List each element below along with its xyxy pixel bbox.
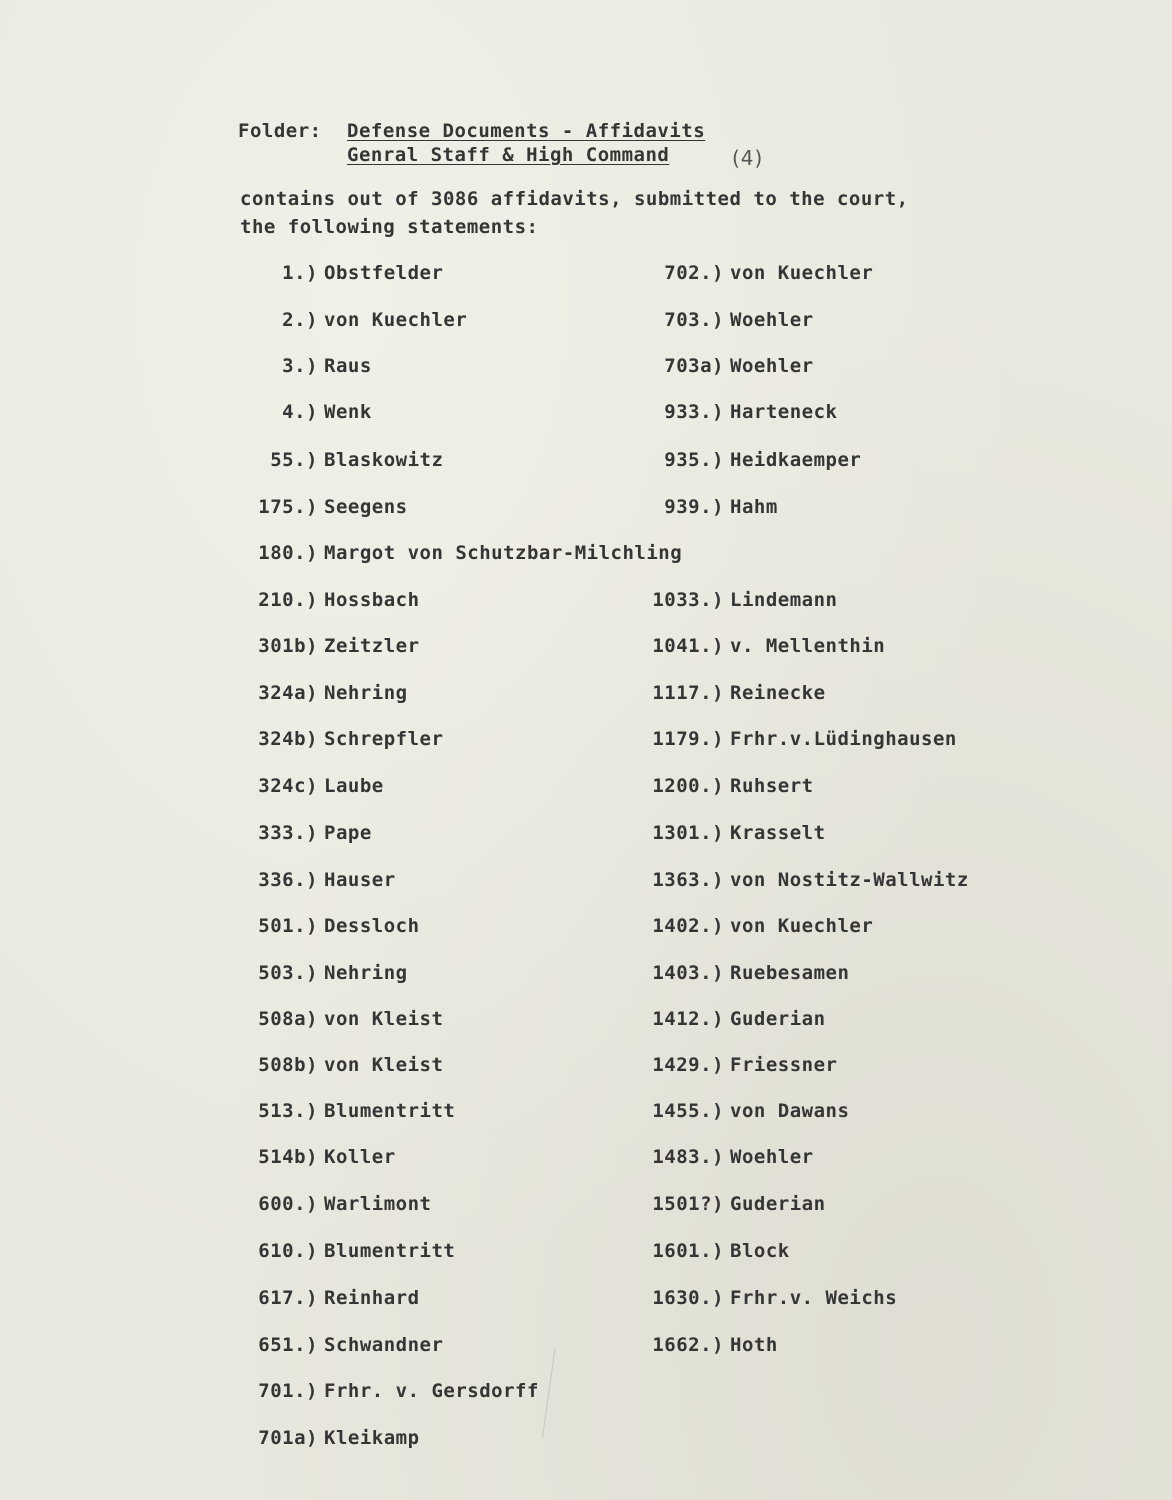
- affidavit-number: 2.): [282, 309, 318, 331]
- affidavit-number: 175.): [258, 496, 318, 518]
- affiant-name: Obstfelder: [324, 262, 444, 284]
- affidavit-number: 503.): [258, 962, 318, 984]
- affiant-name: von Kuechler: [730, 262, 874, 284]
- affiant-name: Woehler: [730, 355, 814, 377]
- affidavit-number: 336.): [258, 869, 318, 891]
- folder-label: Folder:: [238, 120, 322, 142]
- affidavit-number: 600.): [258, 1193, 318, 1215]
- affidavit-number: 180.): [258, 542, 318, 564]
- affiant-name: Hoth: [730, 1334, 778, 1356]
- affiant-name: Koller: [324, 1146, 396, 1168]
- affidavit-number: 513.): [258, 1100, 318, 1122]
- affiant-name: Seegens: [324, 496, 408, 518]
- affiant-name: Zeitzler: [324, 635, 420, 657]
- affidavit-number: 1630.): [652, 1287, 724, 1309]
- affiant-name: Guderian: [730, 1008, 826, 1030]
- folder-title-line-1: Defense Documents - Affidavits: [347, 120, 706, 142]
- affiant-name: Blumentritt: [324, 1240, 456, 1262]
- affidavit-number: 1501?): [652, 1193, 724, 1215]
- affiant-name: Nehring: [324, 962, 408, 984]
- affiant-name: Heidkaemper: [730, 449, 862, 471]
- affidavit-number: 508b): [258, 1054, 318, 1076]
- affiant-name: v. Mellenthin: [730, 635, 886, 657]
- affiant-name: Blaskowitz: [324, 449, 444, 471]
- affidavit-number: 210.): [258, 589, 318, 611]
- affiant-name: Frhr. v. Gersdorff: [324, 1380, 539, 1402]
- affidavit-number: 1033.): [652, 589, 724, 611]
- affidavit-number: 935.): [664, 449, 724, 471]
- affidavit-number: 1412.): [652, 1008, 724, 1030]
- affidavit-number: 1455.): [652, 1100, 724, 1122]
- affidavit-number: 651.): [258, 1334, 318, 1356]
- affiant-name: Laube: [324, 775, 384, 797]
- affiant-name: Wenk: [324, 401, 372, 423]
- affidavit-number: 508a): [258, 1008, 318, 1030]
- affiant-name: Reinhard: [324, 1287, 420, 1309]
- affiant-name: von Dawans: [730, 1100, 850, 1122]
- affiant-name: von Kleist: [324, 1008, 444, 1030]
- affidavit-number: 1483.): [652, 1146, 724, 1168]
- intro-line-2: the following statements:: [240, 216, 539, 238]
- affiant-name: von Kuechler: [730, 915, 874, 937]
- affidavit-number: 703.): [664, 309, 724, 331]
- affidavit-number: 1301.): [652, 822, 724, 844]
- affiant-name: Schwandner: [324, 1334, 444, 1356]
- affiant-name: von Kuechler: [324, 309, 468, 331]
- affidavit-number: 501.): [258, 915, 318, 937]
- affiant-name: Blumentritt: [324, 1100, 456, 1122]
- affidavit-number: 1200.): [652, 775, 724, 797]
- affiant-name: von Kleist: [324, 1054, 444, 1076]
- affidavit-number: 514b): [258, 1146, 318, 1168]
- affiant-name: Woehler: [730, 1146, 814, 1168]
- affiant-name: Hahm: [730, 496, 778, 518]
- affiant-name: Frhr.v.Lüdinghausen: [730, 728, 957, 750]
- affidavit-number: 324a): [258, 682, 318, 704]
- affidavit-number: 610.): [258, 1240, 318, 1262]
- affidavit-number: 617.): [258, 1287, 318, 1309]
- affidavit-number: 1.): [282, 262, 318, 284]
- affidavit-number: 703a): [664, 355, 724, 377]
- affidavit-number: 324b): [258, 728, 318, 750]
- affiant-name: Margot von Schutzbar-Milchling: [324, 542, 683, 564]
- affidavit-number: 1402.): [652, 915, 724, 937]
- affidavit-number: 939.): [664, 496, 724, 518]
- affiant-name: Guderian: [730, 1193, 826, 1215]
- affiant-name: Schrepfler: [324, 728, 444, 750]
- affiant-name: Reinecke: [730, 682, 826, 704]
- paper-smudge: [542, 1350, 567, 1441]
- handwritten-annotation: (4): [732, 146, 764, 170]
- affidavit-number: 1117.): [652, 682, 724, 704]
- affiant-name: Frhr.v. Weichs: [730, 1287, 898, 1309]
- affiant-name: Kleikamp: [324, 1427, 420, 1449]
- affidavit-number: 1662.): [652, 1334, 724, 1356]
- affidavit-number: 1429.): [652, 1054, 724, 1076]
- affiant-name: Dessloch: [324, 915, 420, 937]
- affidavit-number: 333.): [258, 822, 318, 844]
- affiant-name: Pape: [324, 822, 372, 844]
- affidavit-number: 1403.): [652, 962, 724, 984]
- affidavit-number: 4.): [282, 401, 318, 423]
- affidavit-number: 1601.): [652, 1240, 724, 1262]
- affidavit-number: 701a): [258, 1427, 318, 1449]
- affidavit-number: 55.): [270, 449, 318, 471]
- affidavit-number: 1041.): [652, 635, 724, 657]
- affiant-name: Raus: [324, 355, 372, 377]
- affiant-name: Nehring: [324, 682, 408, 704]
- affiant-name: Harteneck: [730, 401, 838, 423]
- affidavit-number: 301b): [258, 635, 318, 657]
- affidavit-number: 702.): [664, 262, 724, 284]
- affiant-name: von Nostitz-Wallwitz: [730, 869, 969, 891]
- affidavit-number: 3.): [282, 355, 318, 377]
- affiant-name: Hossbach: [324, 589, 420, 611]
- affidavit-number: 933.): [664, 401, 724, 423]
- affiant-name: Woehler: [730, 309, 814, 331]
- affiant-name: Warlimont: [324, 1193, 432, 1215]
- affidavit-number: 1179.): [652, 728, 724, 750]
- affiant-name: Krasselt: [730, 822, 826, 844]
- affiant-name: Friessner: [730, 1054, 838, 1076]
- affidavit-number: 701.): [258, 1380, 318, 1402]
- folder-title-line-2: Genral Staff & High Command: [347, 144, 670, 166]
- affidavit-number: 1363.): [652, 869, 724, 891]
- intro-line-1: contains out of 3086 affidavits, submitted to the court,: [240, 188, 909, 210]
- affiant-name: Ruebesamen: [730, 962, 850, 984]
- affiant-name: Hauser: [324, 869, 396, 891]
- affiant-name: Lindemann: [730, 589, 838, 611]
- affiant-name: Block: [730, 1240, 790, 1262]
- affidavit-number: 324c): [258, 775, 318, 797]
- affiant-name: Ruhsert: [730, 775, 814, 797]
